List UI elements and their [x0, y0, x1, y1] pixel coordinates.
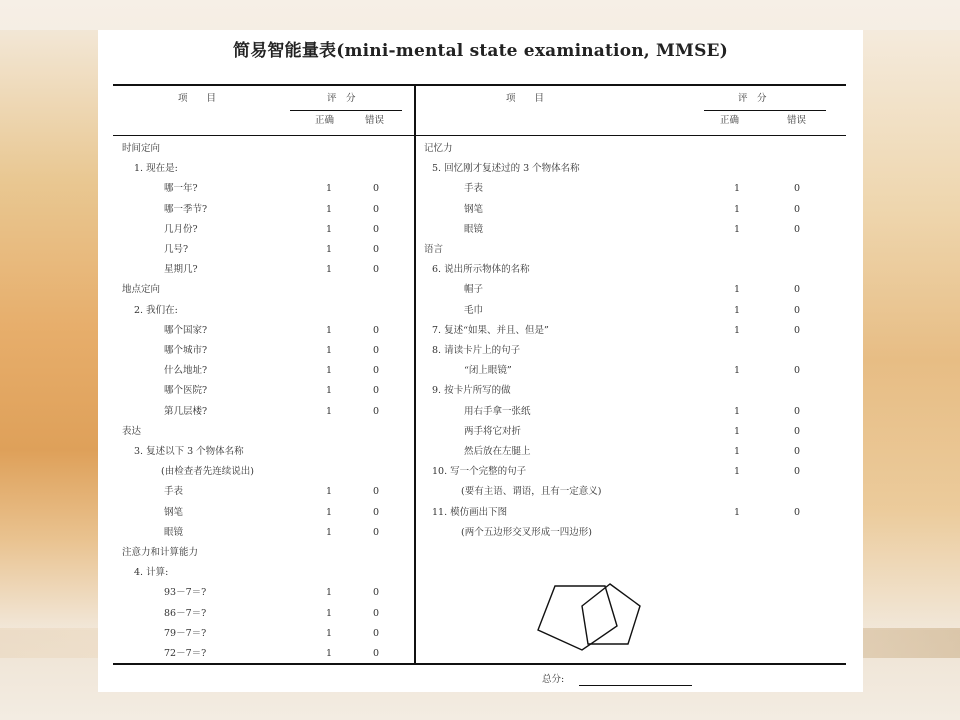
right-row-score-correct: 1 [733, 506, 741, 518]
right-row-score-correct: 1 [733, 203, 741, 215]
right-row-item-label: 眼镜 [464, 223, 484, 235]
right-pentagon [582, 584, 640, 644]
left-row-section-label: 注意力和计算能力 [122, 547, 199, 558]
total-score-label: 总分: [542, 674, 565, 685]
right-header-wrong: 错误 [787, 115, 807, 126]
right-row-score-wrong: 0 [793, 446, 801, 457]
right-row-score-wrong: 0 [793, 304, 801, 316]
left-row-score-correct: 1 [325, 244, 333, 255]
right-header-correct: 正确 [720, 115, 740, 126]
right-score-rule [704, 110, 826, 111]
right-row-item-label: 用右手拿一张纸 [464, 405, 531, 417]
left-row-score-correct: 1 [325, 405, 333, 417]
right-row-item-label: 钢笔 [464, 203, 484, 215]
right-row-section-label: 记忆力 [424, 143, 453, 154]
left-row-score-wrong: 0 [372, 405, 380, 417]
right-row-question-label: 8. 请读卡片上的句子 [432, 345, 521, 356]
left-row-item-label: 哪个医院? [164, 385, 208, 397]
left-row-item-label: 哪一年? [164, 183, 198, 195]
left-header-wrong: 错误 [365, 115, 385, 126]
left-row-score-wrong: 0 [372, 183, 380, 195]
right-row-note-label: (两个五边形交叉形成一四边形) [461, 526, 592, 538]
left-row-item-label: 手表 [164, 486, 184, 498]
left-row-score-correct: 1 [325, 587, 333, 599]
document-title: 简易智能量表(mini-mental state examination, MMSE) [233, 41, 728, 61]
right-row-score-correct: 1 [733, 405, 741, 417]
left-row-item-label: 几月份? [164, 223, 198, 235]
right-row-item-label: 然后放在左腿上 [464, 446, 531, 457]
left-row-score-wrong: 0 [372, 506, 380, 518]
left-row-note-label: (由检查者先连续说出) [161, 466, 254, 478]
left-row-score-correct: 1 [325, 264, 333, 276]
right-row-score-wrong: 0 [793, 183, 801, 195]
right-row-score-wrong: 0 [793, 203, 801, 215]
left-row-item-label: 86－7＝? [164, 607, 207, 619]
left-row-section-label: 地点定向 [122, 284, 161, 296]
right-row-score-wrong: 0 [793, 405, 801, 417]
left-row-question-label: 4. 计算: [134, 567, 169, 579]
left-row-item-label: 第几层楼? [164, 405, 208, 417]
left-row-score-correct: 1 [325, 183, 333, 195]
left-row-item-label: 什么地址? [164, 365, 208, 377]
left-row-score-correct: 1 [325, 607, 333, 619]
left-header-score: 评 分 [327, 93, 356, 104]
left-row-score-wrong: 0 [372, 203, 380, 215]
right-row-question-label: 6. 说出所示物体的名称 [432, 264, 530, 276]
background-right-decoration [860, 30, 960, 630]
mmse-document [98, 30, 863, 692]
right-row-note-label: (要有主语、谓语，且有一定意义) [461, 486, 602, 498]
left-row-question-label: 1. 现在是: [134, 163, 178, 175]
left-row-score-wrong: 0 [372, 223, 380, 235]
right-row-score-wrong: 0 [793, 425, 801, 437]
right-row-item-label: 两手将它对折 [464, 425, 522, 437]
total-score-blank [579, 685, 692, 686]
left-row-score-wrong: 0 [372, 526, 380, 538]
right-row-score-correct: 1 [733, 466, 741, 478]
left-row-item-label: 钢笔 [164, 506, 184, 518]
left-row-score-wrong: 0 [372, 607, 380, 619]
right-row-score-wrong: 0 [793, 365, 801, 377]
left-row-score-correct: 1 [325, 223, 333, 235]
right-row-score-correct: 1 [733, 446, 741, 457]
right-row-question-label: 11. 模仿画出下图 [432, 506, 508, 518]
right-row-score-wrong: 0 [793, 324, 801, 336]
left-row-score-correct: 1 [325, 345, 333, 356]
left-row-question-label: 2. 我们在: [134, 304, 178, 316]
left-row-item-label: 93－7＝? [164, 587, 207, 599]
left-row-score-correct: 1 [325, 526, 333, 538]
right-row-section-label: 语言 [424, 244, 444, 255]
column-divider [414, 85, 416, 665]
left-row-score-wrong: 0 [372, 264, 380, 276]
left-row-score-correct: 1 [325, 648, 333, 659]
left-row-score-correct: 1 [325, 486, 333, 498]
left-row-section-label: 时间定向 [122, 143, 161, 154]
left-row-item-label: 72－7＝? [164, 648, 207, 659]
background-left-decoration [0, 30, 100, 630]
left-row-score-wrong: 0 [372, 324, 380, 336]
right-row-score-correct: 1 [733, 304, 741, 316]
left-row-item-label: 眼镜 [164, 526, 184, 538]
left-row-score-correct: 1 [325, 506, 333, 518]
left-score-rule [290, 110, 402, 111]
left-row-section-label: 表达 [122, 425, 142, 437]
intersecting-pentagons-figure [530, 578, 670, 658]
left-row-score-wrong: 0 [372, 365, 380, 377]
left-row-score-wrong: 0 [372, 486, 380, 498]
right-row-item-label: 手表 [464, 183, 484, 195]
right-header-item: 项 目 [506, 93, 545, 104]
right-row-score-correct: 1 [733, 324, 741, 336]
left-row-score-correct: 1 [325, 324, 333, 336]
right-row-question-label: 7. 复述“如果、并且、但是” [432, 324, 549, 336]
right-row-score-correct: 1 [733, 284, 741, 296]
left-row-item-label: 哪一季节? [164, 203, 208, 215]
right-row-question-label: 9. 按卡片所写的做 [432, 385, 511, 397]
left-row-item-label: 哪个城市? [164, 345, 208, 356]
right-header-score: 评 分 [738, 93, 767, 104]
right-row-score-wrong: 0 [793, 284, 801, 296]
left-row-score-wrong: 0 [372, 627, 380, 639]
left-row-score-wrong: 0 [372, 385, 380, 397]
right-row-question-label: 5. 回忆刚才复述过的 3 个物体名称 [432, 163, 580, 175]
right-row-score-correct: 1 [733, 425, 741, 437]
left-row-score-correct: 1 [325, 385, 333, 397]
left-header-correct: 正确 [315, 115, 335, 126]
right-row-score-wrong: 0 [793, 223, 801, 235]
right-row-score-wrong: 0 [793, 506, 801, 518]
left-header-item: 项 目 [178, 93, 217, 104]
left-row-item-label: 几号? [164, 244, 189, 255]
right-row-score-correct: 1 [733, 183, 741, 195]
left-row-score-wrong: 0 [372, 587, 380, 599]
left-row-item-label: 79－7＝? [164, 627, 207, 639]
right-row-score-correct: 1 [733, 223, 741, 235]
left-row-item-label: 哪个国家? [164, 324, 208, 336]
left-row-score-correct: 1 [325, 627, 333, 639]
header-bottom-rule [113, 135, 846, 136]
top-rule [113, 84, 846, 86]
left-row-question-label: 3. 复述以下 3 个物体名称 [134, 446, 244, 457]
right-row-score-correct: 1 [733, 365, 741, 377]
right-row-question-label: 10. 写一个完整的句子 [432, 466, 527, 478]
left-row-score-wrong: 0 [372, 345, 380, 356]
left-row-score-wrong: 0 [372, 244, 380, 255]
right-row-item-label: 毛巾 [464, 304, 484, 316]
left-row-item-label: 星期几? [164, 264, 198, 276]
left-row-score-wrong: 0 [372, 648, 380, 659]
left-row-score-correct: 1 [325, 365, 333, 377]
right-row-score-wrong: 0 [793, 466, 801, 478]
right-row-item-label: “闭上眼镜” [464, 365, 512, 377]
right-row-item-label: 帽子 [464, 284, 484, 296]
bottom-rule [113, 663, 846, 665]
left-pentagon [538, 586, 617, 650]
left-row-score-correct: 1 [325, 203, 333, 215]
